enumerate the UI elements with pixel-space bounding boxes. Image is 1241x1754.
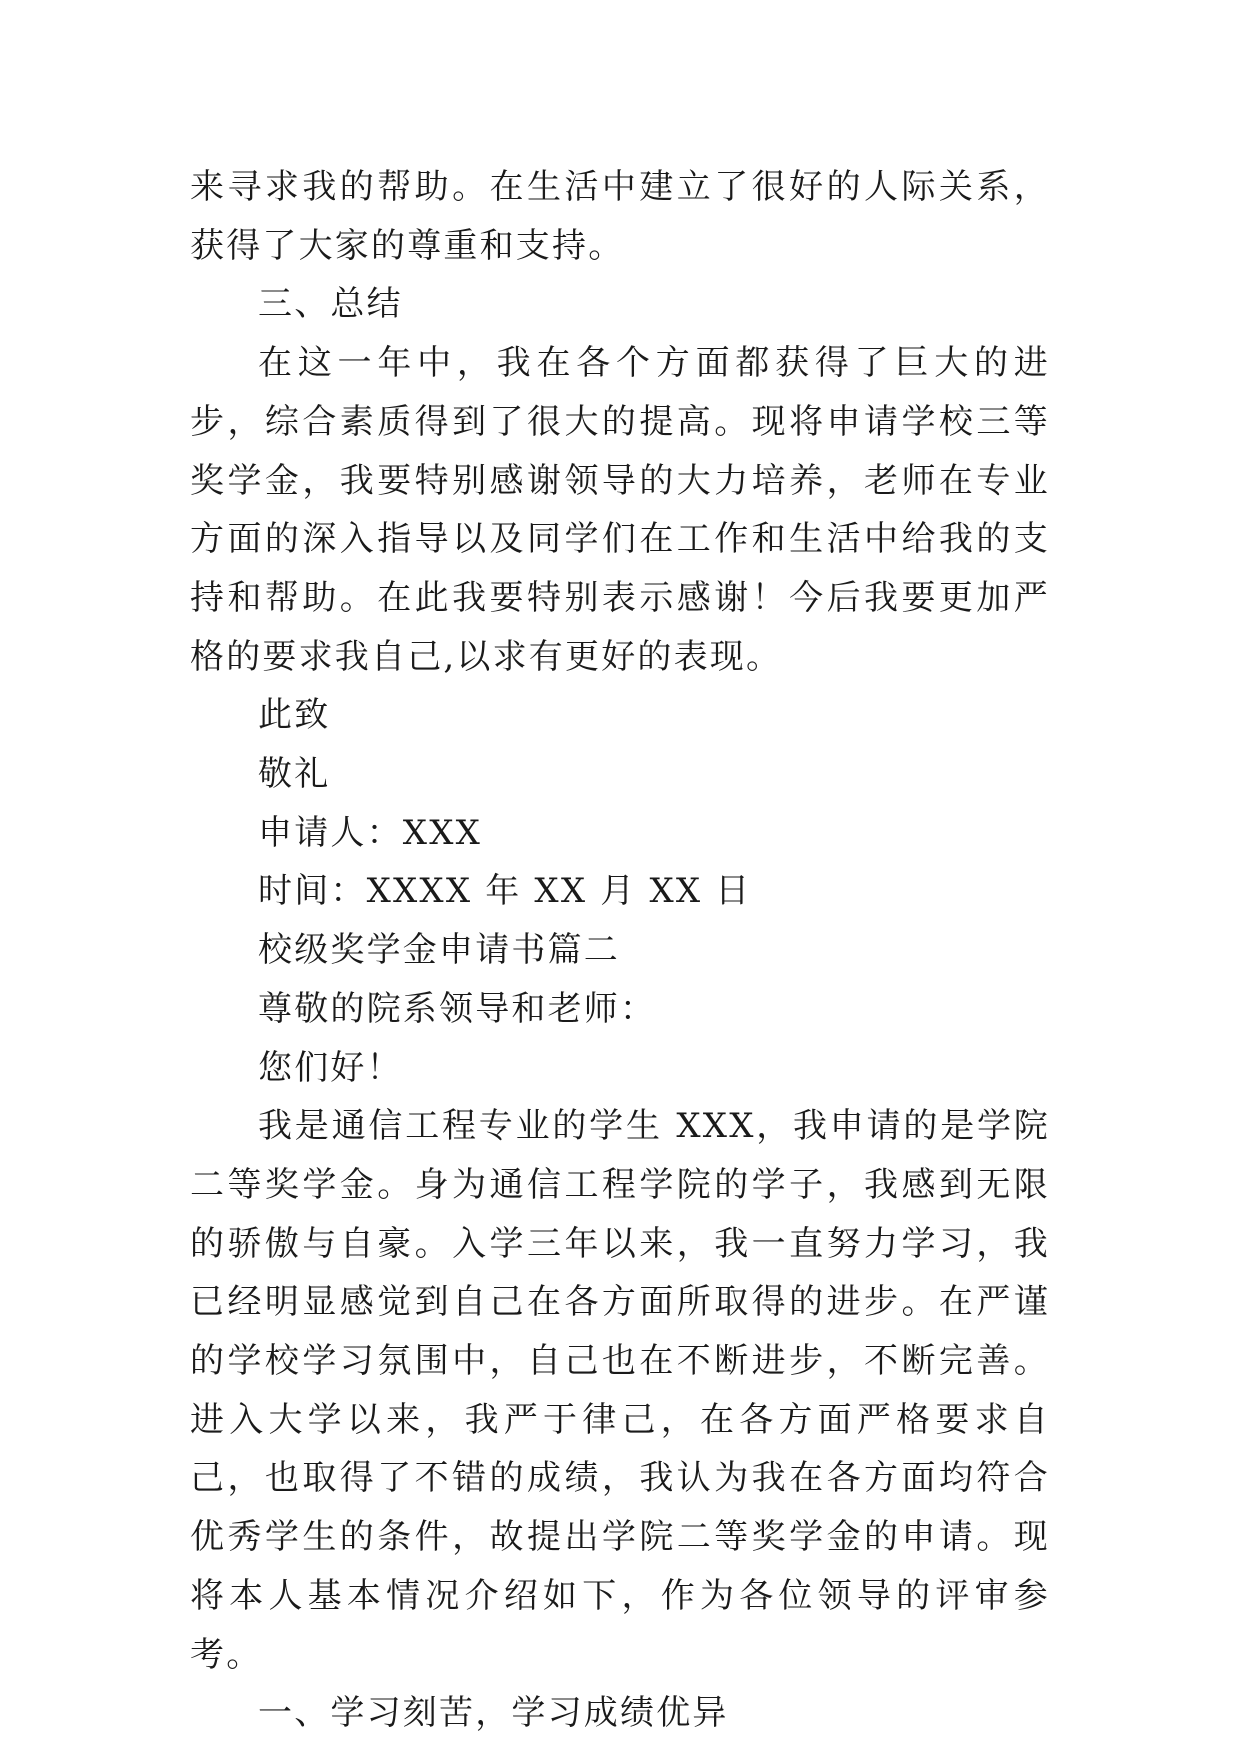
greeting-recipients: 尊敬的院系领导和老师： bbox=[258, 988, 657, 1029]
closing-salutation: 此致 bbox=[258, 695, 331, 736]
document-body bbox=[190, 158, 1050, 1743]
date-line: 时间：XXXX 年 XX 月 XX 日 bbox=[258, 871, 752, 912]
paragraph-introduction: 我是通信工程专业的学生 XXX，我申请的是学院二等奖学金。身为通信工程学院的学子，我感到无限的骄傲与自豪。入学三年以来，我一直努力学习，我已经明显感觉到自己在各方面所取得的进步。在严谨的学校学习氛围中，自己也在不断进步，不断完善。进入大学以来，我严于律己，在各方面严格要求自己，也取得了不错的成绩，我认为我在各方面均符合优秀学生的条件，故提出学院二等奖学金的申请。现将本人基本情况介绍如下，作为各位领导的评审参考。 bbox=[190, 1106, 1050, 1675]
greeting-hello: 您们好！ bbox=[258, 1047, 403, 1088]
closing-regards: 敬礼 bbox=[258, 754, 331, 795]
applicant-line: 申请人：XXX bbox=[258, 812, 483, 853]
section-heading-study: 一、学习刻苦，学习成绩优异 bbox=[258, 1693, 729, 1734]
section-heading-summary: 三、总结 bbox=[258, 284, 403, 325]
paragraph-summary: 在这一年中，我在各个方面都获得了巨大的进步，综合素质得到了很大的提高。现将申请学校三等奖学金，我要特别感谢领导的大力培养，老师在专业方面的深入指导以及同学们在工作和生活中给我的支持和帮助。在此我要特别表示感谢！今后我要更加严格的要求我自己,以求有更好的表现。 bbox=[190, 343, 1050, 677]
paragraph-help-continued: 来寻求我的帮助。在生活中建立了很好的人际关系，获得了大家的尊重和支持。 bbox=[190, 167, 1050, 266]
section-title-part-two: 校级奖学金申请书篇二 bbox=[258, 930, 620, 971]
